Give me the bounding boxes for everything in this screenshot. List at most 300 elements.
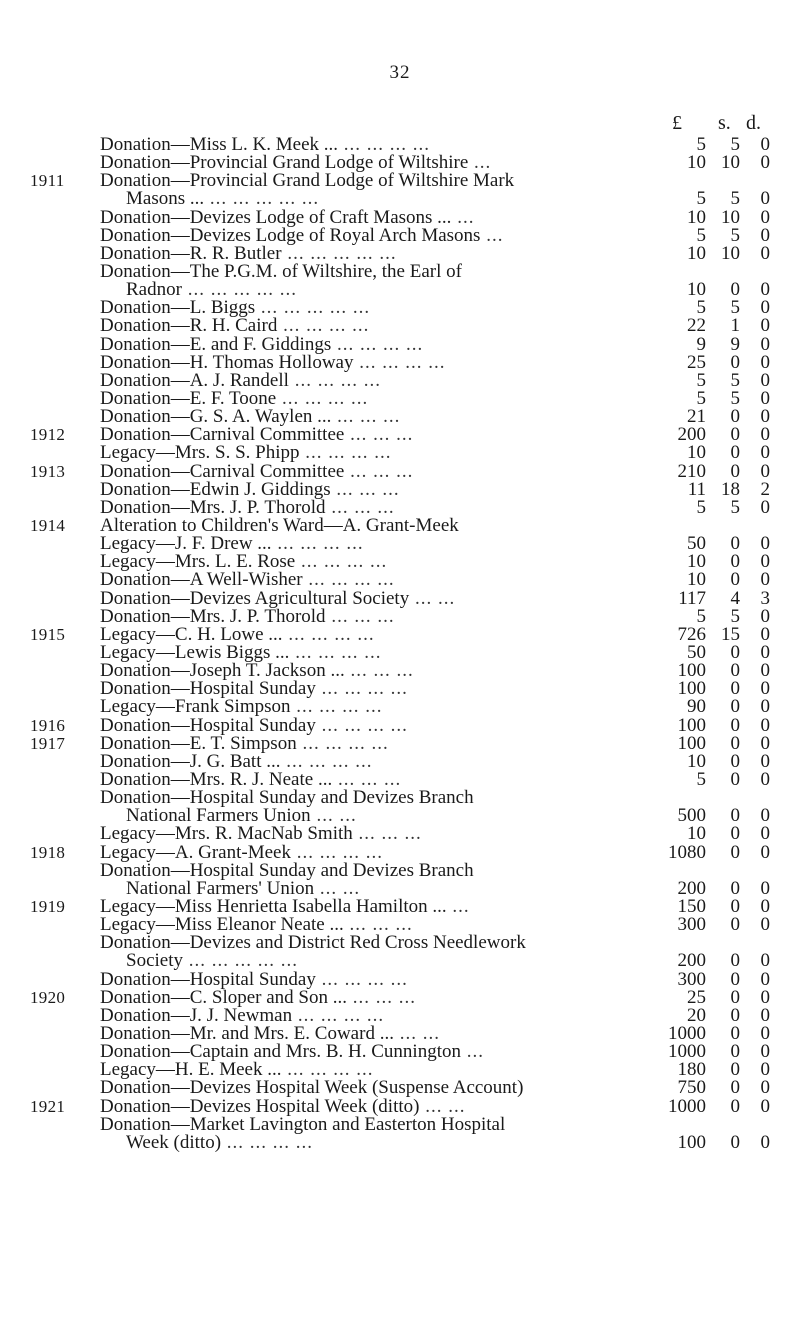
amount-shillings: 0 [730,895,740,917]
entry-description [100,172,688,208]
amount-pounds: 750 [677,1077,706,1099]
amount-pence: 0 [760,279,770,301]
ledger-entry [0,317,800,335]
entry-text: Donation—L. Biggs [100,299,256,318]
entry-text: Donation—Carnival Committee [100,426,345,445]
amount-shillings: 0 [730,768,740,790]
entry-description [100,644,688,662]
entry-description [100,735,688,753]
ledger-entry [0,1095,800,1117]
entry-year: 1919 [30,896,66,916]
amount-pounds: 10 [687,750,706,772]
amount-pence: 0 [760,968,770,990]
entry-description [100,263,688,299]
amount-pounds: 10 [687,206,706,228]
amount-pounds: 100 [677,660,706,682]
amount-pounds: 25 [687,351,706,373]
amount-shillings: 0 [730,805,740,827]
entry-description [100,408,688,426]
entry-text: Legacy—Frank Simpson [100,698,291,717]
entry-description [100,553,688,571]
amount-pounds: 21 [687,406,706,428]
entry-text: Donation—The P.G.M. of Wiltshire, the Earl of [100,263,462,282]
leader-dots: ... ... [419,1097,466,1116]
entry-description [100,971,688,989]
amount-pounds: 9 [696,333,706,355]
amount-pounds: 5 [696,297,706,319]
amount-pounds: 11 [687,478,706,500]
leader-dots: ... ... ... [332,770,402,790]
amount-shillings: 0 [730,714,740,736]
column-headers [634,112,764,136]
amount-pounds: 50 [687,533,706,555]
entry-description [100,1061,688,1079]
leader-dots: ... ... ... ... [290,698,383,717]
amount-pounds: 150 [677,895,706,917]
entry-text-continued: Week (ditto) [126,1131,222,1152]
amount-pence: 0 [760,895,770,917]
entry-text: Donation—Carnival Committee [100,462,345,481]
amount-shillings: 0 [730,569,740,591]
leader-dots: ... [460,1043,484,1062]
amount-pence: 0 [760,224,770,246]
ledger-entry [0,934,800,970]
amount-shillings: 10 [721,206,740,228]
shillings-header: s. [718,112,731,134]
ledger-entry [0,496,800,518]
leader-dots: ... ... [310,805,357,826]
leader-dots: ... ... ... ... [353,353,446,372]
entry-description [100,209,688,227]
entry-description [100,989,688,1007]
amount-pounds: 5 [696,387,706,409]
entry-description [100,1079,688,1097]
ledger-entry [0,1079,800,1097]
amount-pounds: 90 [687,696,706,718]
entry-text: Donation—Hospital Sunday and Devizes Branch [100,861,474,881]
amount-pounds: 10 [687,569,706,591]
amount-shillings: 0 [730,1095,740,1117]
entry-description [100,154,688,172]
amount-shillings: 5 [730,369,740,391]
amount-pounds: 22 [687,315,706,337]
amount-pounds: 10 [687,279,706,301]
leader-dots: ... ... ... [352,825,422,844]
amount-pence: 0 [760,351,770,373]
amount-pence: 0 [760,750,770,772]
ledger-entry [0,916,800,934]
entry-description [100,1025,688,1043]
amount-pounds: 5 [696,768,706,790]
entry-description [100,844,688,862]
amount-pence: 0 [760,660,770,682]
ledger-entry [0,968,800,990]
ledger-entry [0,172,800,208]
amount-pence: 0 [760,732,770,754]
ledger-entry [0,333,800,355]
entry-text: Donation—H. Thomas Holloway [100,353,354,372]
ledger-entry [0,1116,800,1152]
amount-pence: 0 [760,460,770,482]
amount-pence: 0 [760,315,770,337]
ledger-entry [0,553,800,571]
leader-dots: ... ... ... ... ... [181,279,297,300]
amount-pence: 0 [760,297,770,319]
entry-text: Donation—Provincial Grand Lodge of Wiltshire Mark [100,172,515,192]
amount-pence: 0 [760,1059,770,1081]
entry-text: Legacy—H. E. Meek ... [100,1061,282,1080]
entry-text: Donation—Devizes and District Red Cross Needlework [100,934,526,954]
amount-pence: 0 [760,1131,770,1153]
ledger-entry [0,841,800,863]
amount-pence: 0 [760,1077,770,1099]
amount-shillings: 0 [730,823,740,845]
entry-text: Donation—Mrs. J. P. Thorold [100,498,326,517]
entry-year: 1920 [30,987,66,1007]
entry-description [100,662,688,680]
amount-pence: 0 [760,641,770,663]
entry-description [100,898,688,916]
entry-text: Legacy—Mrs. R. MacNab Smith [100,825,353,844]
entry-description [100,354,688,372]
entry-text: Donation—G. S. A. Waylen ... [100,408,332,427]
ledger-entry [0,224,800,246]
amount-shillings: 0 [730,732,740,754]
entry-text: Donation—A Well-Wisher [100,571,303,590]
ledger-entry [0,862,800,898]
amount-shillings: 5 [730,605,740,627]
leader-dots: ... [451,208,475,227]
entry-text-continued: Society [126,950,183,971]
amount-pence: 0 [760,605,770,627]
entry-description [100,571,688,589]
amount-shillings: 5 [730,297,740,319]
leader-dots: ... [468,154,492,173]
leader-dots: ... ... ... ... ... [255,299,371,318]
entry-description [100,317,688,335]
ledger-entry [0,351,800,373]
entry-description [100,517,688,535]
entry-description [100,535,688,553]
entry-year: 1915 [30,624,66,644]
leader-dots: ... [446,897,470,917]
ledger-entry [0,242,800,264]
amount-pounds: 5 [696,369,706,391]
amount-pence: 0 [760,623,770,645]
amount-pounds: 100 [677,678,706,700]
leader-dots: ... ... ... ... [288,371,381,390]
leader-dots: ... ... ... ... ... [183,950,298,971]
entry-text: Donation—Devizes Lodge of Royal Arch Masons [100,226,481,245]
amount-pence: 0 [760,914,770,936]
pounds-header: £ [672,112,682,134]
amount-shillings: 0 [730,533,740,555]
ledger-entry [0,680,800,698]
entry-text: Donation—Hospital Sunday [100,970,316,989]
entry-text: Donation—Captain and Mrs. B. H. Cunnington [100,1043,461,1062]
amount-pence: 0 [760,406,770,428]
amount-pounds: 10 [687,823,706,845]
amount-pounds: 100 [677,714,706,736]
entry-description [100,481,688,499]
entry-description [100,1098,688,1116]
amount-pence: 0 [760,369,770,391]
entry-description [100,862,688,898]
entry-description [100,590,688,608]
ledger-entry [0,460,800,482]
leader-dots: ... [480,226,504,245]
amount-shillings: 0 [730,1077,740,1099]
amount-pence: 0 [760,950,770,972]
entry-year: 1914 [30,515,66,535]
entry-text: Donation—Devizes Agricultural Society [100,589,410,608]
entry-description [100,753,688,771]
entry-text: Donation—Mrs. J. P. Thorold [100,607,326,626]
entry-text-continued: National Farmers Union [126,805,311,826]
entry-text-continued: Radnor [126,279,182,300]
amount-shillings: 0 [730,279,740,301]
amount-pounds: 300 [677,968,706,990]
leader-dots: ... ... ... ... [292,1006,385,1025]
entry-description [100,426,688,444]
ledger-entry [0,206,800,228]
amount-shillings: 0 [730,1059,740,1081]
ledger-entry [0,426,800,444]
amount-pounds: 10 [687,242,706,264]
amount-pounds: 500 [677,805,706,827]
amount-pence: 0 [760,533,770,555]
amount-shillings: 10 [721,152,740,174]
amount-pounds: 5 [696,133,706,155]
entry-description [100,717,688,735]
amount-shillings: 0 [730,678,740,700]
amount-pence: 0 [760,442,770,464]
amount-pounds: 1000 [668,1022,706,1044]
amount-shillings: 5 [730,496,740,518]
entry-description [100,1043,688,1061]
entry-text: Donation—E. T. Simpson [100,734,297,753]
amount-pounds: 10 [687,442,706,464]
leader-dots: ... ... ... ... [221,1131,314,1152]
entry-text: Donation—E. and F. Giddings [100,335,332,354]
entry-description [100,789,688,825]
amount-pence: 2 [760,478,770,500]
leader-dots: ... ... ... ... ... [204,188,320,209]
entry-text: Donation—Hospital Sunday [100,680,316,699]
entry-text: Donation—E. F. Toone [100,390,277,409]
ledger-entry [0,768,800,790]
amount-pounds: 1080 [668,841,706,863]
ledger-entry [0,444,800,462]
entry-year: 1917 [30,733,66,753]
amount-pence: 0 [760,1004,770,1026]
ledger-entry [0,789,800,825]
amount-pounds: 200 [677,950,706,972]
entry-description [100,825,688,843]
entry-text: Legacy—J. F. Drew ... [100,535,272,554]
entry-text: Donation—Devizes Hospital Week (Suspense Account) [100,1079,524,1098]
amount-shillings: 0 [730,750,740,772]
amount-shillings: 4 [730,587,740,609]
entry-description [100,771,688,789]
ledger-entry [0,478,800,500]
amount-pence: 0 [760,569,770,591]
amount-pence: 0 [760,333,770,355]
amount-pounds: 117 [678,587,706,609]
entry-text: Legacy—Lewis Biggs ... [100,643,290,663]
ledger-entry [0,986,800,1008]
entry-description [100,1007,688,1025]
entry-text: Donation—Mrs. R. J. Neate ... [100,770,333,790]
amount-shillings: 0 [730,877,740,899]
entry-description [100,463,688,481]
amount-shillings: 0 [730,968,740,990]
amount-pence: 0 [760,206,770,228]
leader-dots: ... ... ... [330,480,400,499]
ledger-entry [0,369,800,391]
amount-shillings: 0 [730,424,740,446]
leader-dots: ... ... ... [325,607,395,626]
amount-pence: 0 [760,678,770,700]
leader-dots: ... ... [409,589,456,608]
entry-description [100,390,688,408]
entry-text: Donation—Devizes Lodge of Craft Masons ... [100,208,452,227]
entry-description [100,626,688,644]
leader-dots: ... ... ... ... ... [281,244,397,263]
entry-description [100,1116,688,1152]
ledger-entry [0,750,800,772]
amount-pence: 0 [760,877,770,899]
amount-shillings: 0 [730,914,740,936]
ledger-entry [0,133,800,155]
amount-pence: 0 [760,496,770,518]
amount-pence: 0 [760,1022,770,1044]
amount-pounds: 100 [677,732,706,754]
amount-shillings: 0 [730,696,740,718]
amount-shillings: 0 [730,1022,740,1044]
amount-pounds: 5 [696,224,706,246]
amount-pounds: 200 [677,424,706,446]
amount-pence: 0 [760,714,770,736]
entry-text: Donation—Mr. and Mrs. E. Coward ... [100,1024,394,1044]
entry-description [100,299,688,317]
leader-dots: ... ... ... ... [276,390,369,409]
amount-pounds: 100 [677,1131,706,1153]
amount-shillings: 0 [730,406,740,428]
amount-pounds: 300 [677,914,706,936]
leader-dots: ... ... [314,877,361,898]
leader-dots: ... ... ... [325,498,395,517]
ledger-entry [0,387,800,409]
ledger-entry [0,299,800,317]
leader-dots: ... ... ... [331,408,401,427]
entry-text: Legacy—Mrs. L. E. Rose [100,553,296,572]
amount-shillings: 0 [730,551,740,573]
amount-pence: 0 [760,387,770,409]
entry-text: Donation—Provincial Grand Lodge of Wiltshire [100,154,469,173]
amount-shillings: 10 [721,242,740,264]
entry-description [100,608,688,626]
amount-shillings: 0 [730,950,740,972]
entry-description [100,680,688,698]
amount-pounds: 5 [696,188,706,210]
amount-pounds: 20 [687,1004,706,1026]
entry-text: Donation—Edwin J. Giddings [100,480,331,499]
leader-dots: ... ... ... ... [302,571,395,590]
leader-dots: ... ... ... [344,462,414,481]
leader-dots: ... ... ... ... [281,1061,374,1080]
amount-pounds: 1000 [668,1095,706,1117]
amount-pence: 0 [760,242,770,264]
leader-dots: ... ... ... ... [280,752,373,771]
ledger-entry [0,714,800,736]
amount-shillings: 0 [730,1131,740,1153]
leader-dots: ... ... ... [347,988,416,1007]
leader-dots: ... ... ... [344,662,414,681]
entry-year: 1911 [30,171,65,191]
amount-pence: 0 [760,133,770,155]
leader-dots: ... ... ... ... [338,136,431,155]
amount-pounds: 5 [696,605,706,627]
entry-description [100,336,688,354]
amount-pence: 0 [760,986,770,1008]
amount-shillings: 18 [721,478,740,500]
entry-text-continued: National Farmers' Union [126,877,315,898]
leader-dots: ... ... ... ... [289,643,382,663]
amount-shillings: 5 [730,387,740,409]
amount-pence: 0 [760,1041,770,1063]
amount-pounds: 50 [687,641,706,663]
ledger-list [0,133,800,1153]
entry-text: Donation—Market Lavington and Easterton Hospital [100,1115,506,1135]
leader-dots: ... ... ... ... [299,444,392,463]
entry-description [100,934,688,970]
amount-pounds: 25 [687,986,706,1008]
amount-pence: 0 [760,1095,770,1117]
amount-pence: 0 [760,805,770,827]
amount-pounds: 10 [687,551,706,573]
amount-shillings: 0 [730,351,740,373]
leader-dots: ... ... ... ... [290,843,383,862]
amount-shillings: 0 [730,442,740,464]
entry-text: Legacy—Miss Eleanor Neate ... [100,916,344,935]
entry-text-continued: Masons ... [126,188,205,209]
entry-text: Alteration to Children's Ward—A. Grant-Meek [100,516,459,536]
ledger-entry [0,587,800,609]
entry-text: Donation—R. H. Caird [100,317,278,336]
amount-pence: 0 [760,188,770,210]
leader-dots: ... ... ... ... [331,335,424,354]
ledger-entry [0,154,800,172]
leader-dots: ... ... ... ... [277,317,370,336]
amount-shillings: 0 [730,986,740,1008]
amount-shillings: 1 [730,315,740,337]
entry-text: Legacy—A. Grant-Meek [100,843,291,862]
entry-text: Donation—Hospital Sunday and Devizes Branch [100,789,474,809]
amount-shillings: 0 [730,460,740,482]
entry-year: 1913 [30,461,66,481]
leader-dots: ... ... ... ... [295,553,388,572]
amount-pence: 0 [760,841,770,863]
amount-shillings: 0 [730,1041,740,1063]
entry-text: Donation—R. R. Butler [100,244,282,263]
amount-pence: 0 [760,696,770,718]
ledger-entry [0,571,800,589]
entry-year: 1918 [30,842,66,862]
amount-pounds: 200 [677,877,706,899]
entry-text: Donation—Devizes Hospital Week (ditto) [100,1097,420,1116]
amount-pounds: 180 [677,1059,706,1081]
